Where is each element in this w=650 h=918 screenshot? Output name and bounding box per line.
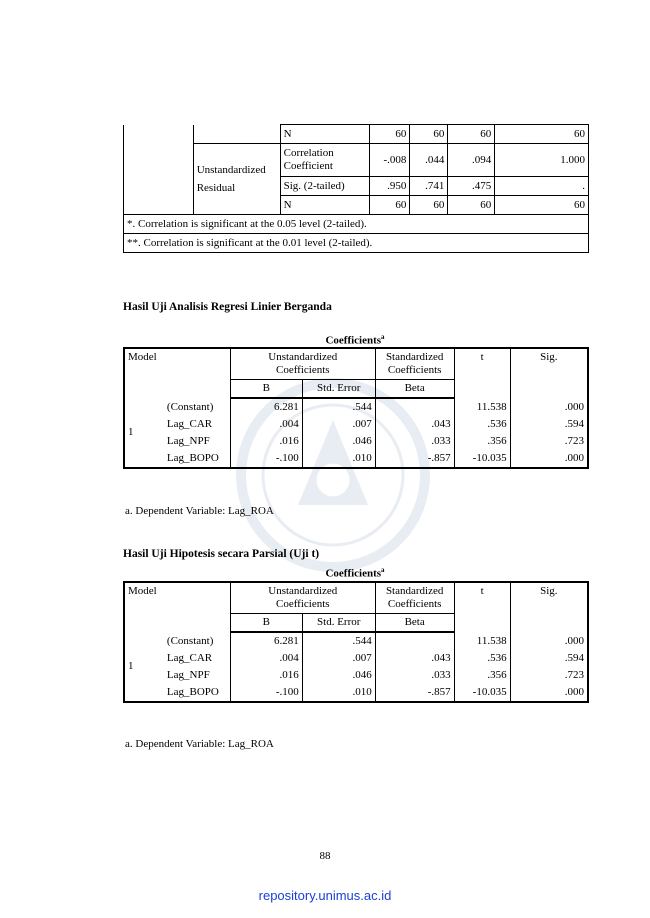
cell: 60 <box>448 196 495 215</box>
footnote-text: **. Correlation is significant at the 0.01 level (2-tailed). <box>124 234 589 253</box>
cell: .046 <box>302 433 375 450</box>
cell: -10.035 <box>454 684 510 702</box>
row-label: Lag_CAR <box>164 416 230 433</box>
cell: -.857 <box>375 450 454 468</box>
cell: .000 <box>510 398 588 416</box>
cell: 1.000 <box>495 144 589 177</box>
coefficients-table <box>123 347 589 469</box>
cell: .000 <box>510 684 588 702</box>
cell: .016 <box>230 433 302 450</box>
cell: .594 <box>510 650 588 667</box>
header-unstandardized: Unstandardized Coefficients <box>230 348 375 380</box>
cell: .007 <box>302 416 375 433</box>
cell: 60 <box>495 196 589 215</box>
header-std-error: Std. Error <box>302 614 375 633</box>
page-number: 88 <box>319 850 331 862</box>
cell: .723 <box>510 433 588 450</box>
cell: .536 <box>454 650 510 667</box>
cell: .004 <box>230 650 302 667</box>
cell: .741 <box>410 177 448 196</box>
header-t: t <box>454 348 510 398</box>
dependent-variable-note: a. Dependent Variable: Lag_ROA <box>125 505 274 517</box>
cell: .356 <box>454 667 510 684</box>
header-b: B <box>230 380 302 399</box>
repository-link[interactable]: repository.unimus.ac.id <box>258 888 392 903</box>
cell: 6.281 <box>230 398 302 416</box>
cell: 60 <box>448 125 495 144</box>
cell: 60 <box>410 196 448 215</box>
measure-label: Sig. (2-tailed) <box>280 177 370 196</box>
cell: 60 <box>495 125 589 144</box>
cell: .010 <box>302 450 375 468</box>
table-row <box>124 144 589 177</box>
footnote-text: *. Correlation is significant at the 0.05 level (2-tailed). <box>124 215 589 234</box>
cell <box>375 398 454 416</box>
cell: 6.281 <box>230 632 302 650</box>
table-caption: Coefficients$^a$ <box>325 333 385 347</box>
cell: .723 <box>510 667 588 684</box>
cell: .950 <box>370 177 410 196</box>
row-label: Lag_NPF <box>164 433 230 450</box>
measure-label: N <box>280 125 370 144</box>
table-row <box>124 398 588 416</box>
measure-label: Correlation Coefficient <box>280 144 370 177</box>
cell: .594 <box>510 416 588 433</box>
table-row <box>124 125 589 144</box>
cell: .046 <box>302 667 375 684</box>
cell: -.100 <box>230 450 302 468</box>
header-model: Model <box>124 582 230 632</box>
cell: .016 <box>230 667 302 684</box>
cell: . <box>495 177 589 196</box>
table-caption: Coefficients$^a$ <box>325 566 385 580</box>
cell: .043 <box>375 650 454 667</box>
cell: .544 <box>302 632 375 650</box>
table-row <box>124 433 588 450</box>
header-std-error: Std. Error <box>302 380 375 399</box>
section-heading: Hasil Uji Hipotesis secara Parsial (Uji t) <box>123 548 320 560</box>
cell: 60 <box>410 125 448 144</box>
table-row <box>124 684 588 702</box>
cell: .000 <box>510 450 588 468</box>
cell: .004 <box>230 416 302 433</box>
row-label: Lag_CAR <box>164 650 230 667</box>
table-row <box>124 416 588 433</box>
table-row <box>124 632 588 650</box>
cell: .007 <box>302 650 375 667</box>
coefficients-table <box>123 581 589 703</box>
cell: .000 <box>510 632 588 650</box>
cell: .094 <box>448 144 495 177</box>
correlation-table <box>123 124 589 253</box>
header-standardized: Standardized Coefficients <box>375 582 454 614</box>
row-label: (Constant) <box>164 398 230 416</box>
cell: .043 <box>375 416 454 433</box>
cell: .033 <box>375 433 454 450</box>
variable-label: Unstandardized Residual <box>193 144 280 215</box>
table-row <box>124 650 588 667</box>
header-beta: Beta <box>375 380 454 399</box>
model-number: 1 <box>124 398 164 468</box>
cell: -.857 <box>375 684 454 702</box>
table-row <box>124 450 588 468</box>
cell: .044 <box>410 144 448 177</box>
header-unstandardized: Unstandardized Coefficients <box>230 582 375 614</box>
cell: 60 <box>370 125 410 144</box>
row-label: Lag_BOPO <box>164 684 230 702</box>
table-footnote <box>124 234 589 253</box>
measure-label: N <box>280 196 370 215</box>
cell: .536 <box>454 416 510 433</box>
table-footnote <box>124 215 589 234</box>
section-heading: Hasil Uji Analisis Regresi Linier Berganda <box>123 301 332 313</box>
cell: .544 <box>302 398 375 416</box>
cell: .475 <box>448 177 495 196</box>
cell: .356 <box>454 433 510 450</box>
header-standardized: Standardized Coefficients <box>375 348 454 380</box>
cell: 11.538 <box>454 632 510 650</box>
row-label: Lag_NPF <box>164 667 230 684</box>
header-beta: Beta <box>375 614 454 633</box>
row-label: Lag_BOPO <box>164 450 230 468</box>
cell: 11.538 <box>454 398 510 416</box>
cell: -.008 <box>370 144 410 177</box>
cell: -10.035 <box>454 450 510 468</box>
model-number: 1 <box>124 632 164 702</box>
header-sig: Sig. <box>510 582 588 632</box>
header-model: Model <box>124 348 230 398</box>
row-label: (Constant) <box>164 632 230 650</box>
cell: 60 <box>370 196 410 215</box>
cell <box>375 632 454 650</box>
cell: .010 <box>302 684 375 702</box>
table-row <box>124 667 588 684</box>
cell: .033 <box>375 667 454 684</box>
header-b: B <box>230 614 302 633</box>
header-sig: Sig. <box>510 348 588 398</box>
header-t: t <box>454 582 510 632</box>
dependent-variable-note: a. Dependent Variable: Lag_ROA <box>125 738 274 750</box>
cell: -.100 <box>230 684 302 702</box>
